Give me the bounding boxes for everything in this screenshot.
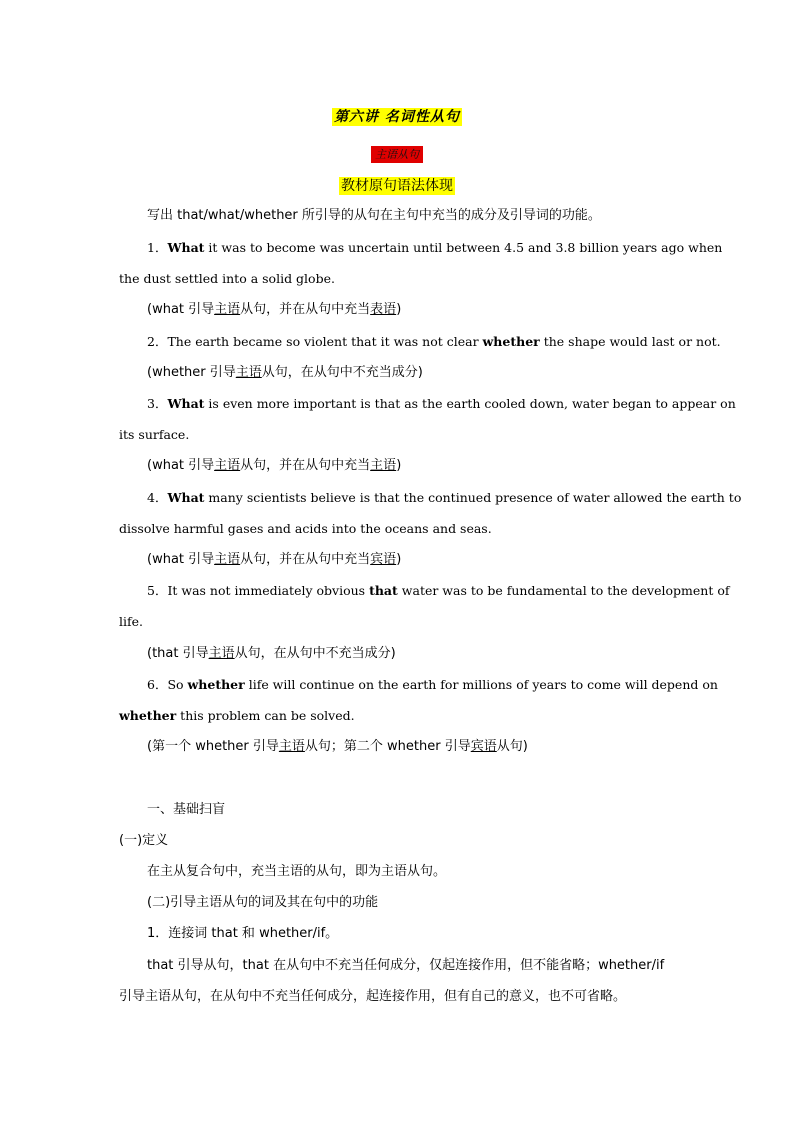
example-3-annotation: (what 引导主语从句，并在从句中充当主语)	[147, 458, 402, 473]
example-2-line-1: 2．The earth became so violent that it was not clear whether the shape would last or not.	[147, 334, 721, 349]
lesson-title-text: 第六讲 名词性从句	[334, 109, 460, 125]
conjunction-text-line-1: that 引导从句，that 在从句中不充当任何成分，仅起连接作用，但不能省略；whether/if	[147, 958, 665, 973]
example-1-line-2: the dust settled into a solid globe.	[119, 271, 335, 286]
example-5-annotation: (that 引导主语从句，在从句中不充当成分)	[147, 646, 396, 661]
basics-heading: 一、基础扫盲	[147, 802, 226, 817]
section-heading	[0, 175, 794, 195]
example-5-line-2: life.	[119, 614, 143, 629]
example-6-line-2: whether this problem can be solved.	[119, 708, 355, 723]
definition-heading: (一)定义	[119, 833, 169, 848]
example-4-annotation: (what 引导主语从句，并在从句中充当宾语)	[147, 552, 402, 567]
example-1-line-1: 1．What it was to become was uncertain until between 4.5 and 3.8 billion years ago when	[147, 240, 723, 255]
example-5-line-1: 5．It was not immediately obvious that water was to be fundamental to the development of	[147, 583, 730, 598]
instruction-text: 写出 that/what/whether 所引导的从句在主句中充当的成分及引导词的功能。	[147, 208, 601, 223]
conjunction-heading: 1．连接词 that 和 whether/if。	[147, 926, 339, 941]
topic-label-text: 主语从句	[371, 146, 423, 163]
example-4-line-2: dissolve harmful gases and acids into the oceans and seas.	[119, 521, 492, 536]
section-heading-text: 教材原句语法体现	[341, 178, 453, 194]
example-4-line-1: 4．What many scientists believe is that the continued presence of water allowed the earth to	[147, 490, 742, 505]
example-6-annotation: (第一个 whether 引导主语从句；第二个 whether 引导宾语从句)	[147, 739, 528, 754]
introducers-heading: (二)引导主语从句的词及其在句中的功能	[147, 895, 379, 910]
lesson-title	[0, 106, 794, 126]
example-1-annotation: (what 引导主语从句，并在从句中充当表语)	[147, 302, 402, 317]
topic-label	[0, 143, 794, 162]
definition-text: 在主从复合句中，充当主语的从句，即为主语从句。	[147, 864, 447, 879]
conjunction-text-line-2: 引导主语从句，在从句中不充当任何成分，起连接作用，但有自己的意义，也不可省略。	[119, 989, 627, 1004]
example-3-line-1: 3．What is even more important is that as the earth cooled down, water began to appear on	[147, 396, 736, 411]
example-2-annotation: (whether 引导主语从句，在从句中不充当成分)	[147, 365, 423, 380]
example-6-line-1: 6．So whether life will continue on the earth for millions of years to come will depend on	[147, 677, 718, 692]
example-3-line-2: its surface.	[119, 427, 190, 442]
